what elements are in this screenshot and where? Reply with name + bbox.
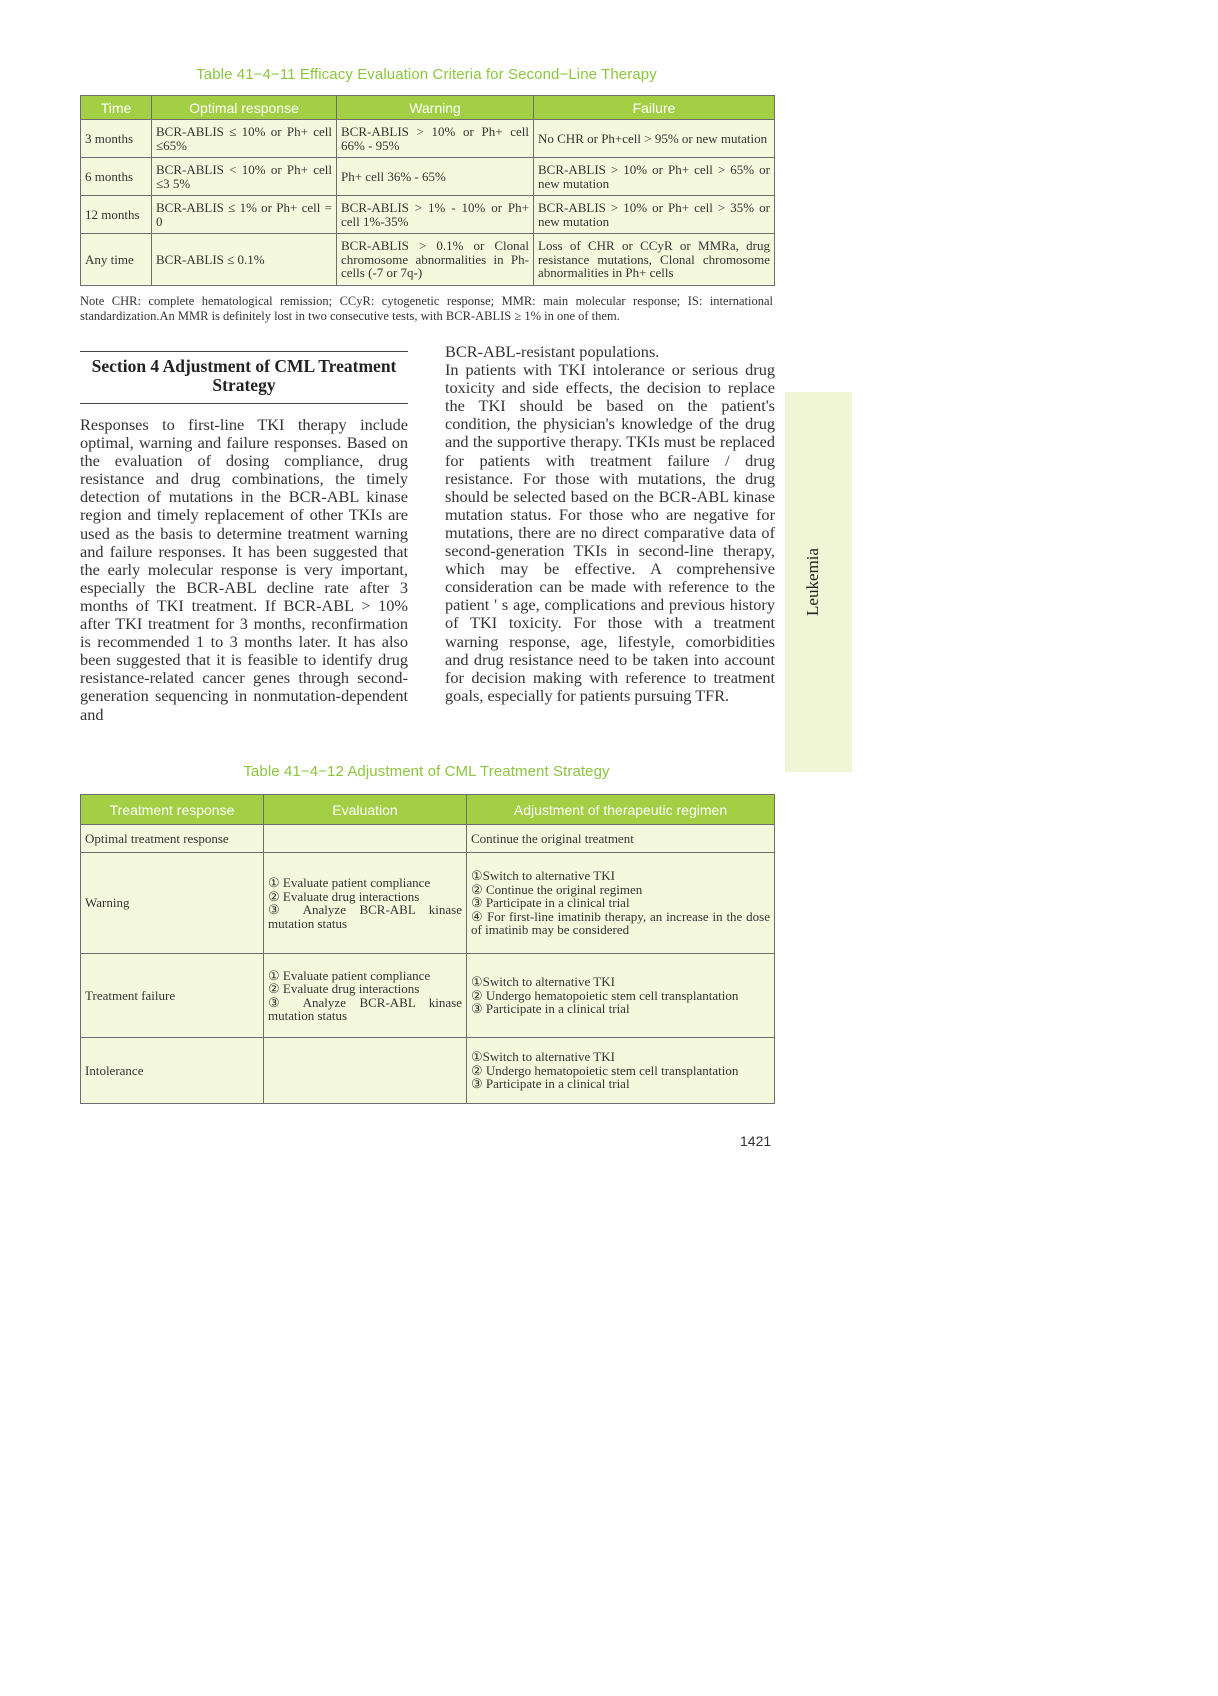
list-item: ① Evaluate patient compliance bbox=[268, 875, 431, 890]
list-item: ①Switch to alternative TKI bbox=[471, 974, 615, 990]
list-item: ③ Participate in a clinical trial bbox=[471, 1076, 630, 1092]
list-item: ①Switch to alternative TKI bbox=[471, 868, 615, 884]
cell-warning: BCR-ABLIS > 1% - 10% or Ph+ cell 1%-35% bbox=[337, 196, 534, 234]
cell-optimal: BCR-ABLIS < 10% or Ph+ cell ≤3 5% bbox=[152, 158, 337, 196]
header-warning: Warning bbox=[337, 96, 534, 120]
table1-caption: Table 41−4−11 Efficacy Evaluation Criteria for Second−Line Therapy bbox=[196, 66, 657, 83]
chapter-sidebar-label: Leukemia bbox=[803, 548, 822, 616]
cell-adjustment bbox=[467, 1038, 775, 1104]
cell-optimal: BCR-ABLIS ≤ 10% or Ph+ cell ≤65% bbox=[152, 120, 337, 158]
left-column-text bbox=[80, 416, 408, 724]
list-item: ③ Participate in a clinical trial bbox=[471, 895, 630, 911]
right-column-text bbox=[445, 343, 775, 705]
cell-adjustment bbox=[467, 825, 775, 853]
list-item: ② Continue the original regimen bbox=[471, 881, 643, 897]
list-item: ①Switch to alternative TKI bbox=[471, 1049, 615, 1065]
cell-time: 12 months bbox=[81, 196, 152, 234]
list-item: ② Evaluate drug interactions bbox=[268, 888, 420, 904]
right-paragraph-2: In patients with TKI intolerance or serious drug toxicity and side effects, the decision to replace the TKI should be based on the patient's condition, the physician's knowledge of the drug and the supportive therapy. TKIs must be replaced for patients with treatment failure / drug resistance. For those with mutations, the drug should be selected based on the BCR-ABL kinase mutation status. For those who are negative for mutations, there are no direct comparative data of second-generation TKIs in second-line therapy, which may be effective. A comprehensive consideration can be made with reference to the patient ' s age, complications and previous history of TKI toxicity. For those with a treatment warning response, age, lifestyle, comorbidities and drug resistance need to be taken into account for decision making with reference to treatment goals, especially for patients pursuing TFR. bbox=[445, 360, 775, 705]
cell-failure: Loss of CHR or CCyR or MMRa, drug resistance mutations, Clonal chromosome abnormalities in Ph+ cells bbox=[534, 234, 775, 286]
cell-response: Treatment failure bbox=[81, 954, 264, 1038]
cell-optimal: BCR-ABLIS ≤ 1% or Ph+ cell = 0 bbox=[152, 196, 337, 234]
treatment-adjustment-table bbox=[80, 794, 775, 1104]
cell-time: Any time bbox=[81, 234, 152, 286]
cell-evaluation bbox=[264, 825, 467, 853]
cell-failure: No CHR or Ph+cell > 95% or new mutation bbox=[534, 120, 775, 158]
cell-warning: BCR-ABLIS > 0.1% or Clonal chromosome abnormalities in Ph- cells (-7 or 7q-) bbox=[337, 234, 534, 286]
table-row bbox=[81, 1038, 775, 1104]
cell-response: Warning bbox=[81, 853, 264, 954]
list-item: ③ Participate in a clinical trial bbox=[471, 1001, 630, 1017]
table-header-row bbox=[81, 795, 775, 825]
section-rule-top bbox=[80, 351, 408, 352]
header-optimal: Optimal response bbox=[152, 96, 337, 120]
table-row bbox=[81, 196, 775, 234]
cell-failure: BCR-ABLIS > 10% or Ph+ cell > 65% or new mutation bbox=[534, 158, 775, 196]
table-header-row bbox=[81, 96, 775, 120]
cell-response: Optimal treatment response bbox=[81, 825, 264, 853]
table-row bbox=[81, 825, 775, 853]
header-evaluation: Evaluation bbox=[264, 795, 467, 825]
cell-failure: BCR-ABLIS > 10% or Ph+ cell > 35% or new mutation bbox=[534, 196, 775, 234]
table-row bbox=[81, 853, 775, 954]
cell-evaluation bbox=[264, 954, 467, 1038]
header-failure: Failure bbox=[534, 96, 775, 120]
header-treatment-response: Treatment response bbox=[81, 795, 264, 825]
list-item: ① Evaluate patient compliance bbox=[268, 967, 431, 983]
cell-time: 6 months bbox=[81, 158, 152, 196]
cell-optimal: BCR-ABLIS ≤ 0.1% bbox=[152, 234, 337, 286]
list-item: Continue the original treatment bbox=[471, 830, 634, 846]
cell-time: 3 months bbox=[81, 120, 152, 158]
list-item: ② Undergo hematopoietic stem cell transplantation bbox=[471, 1062, 739, 1078]
table-row bbox=[81, 954, 775, 1038]
list-item: ② Undergo hematopoietic stem cell transplantation bbox=[471, 987, 739, 1003]
right-paragraph-1: BCR-ABL-resistant populations. bbox=[445, 342, 660, 361]
table-row bbox=[81, 234, 775, 286]
cell-response: Intolerance bbox=[81, 1038, 264, 1104]
table2-caption: Table 41−4−12 Adjustment of CML Treatment Strategy bbox=[243, 763, 610, 780]
cell-adjustment bbox=[467, 954, 775, 1038]
table-row bbox=[81, 120, 775, 158]
header-adjustment: Adjustment of therapeutic regimen bbox=[467, 795, 775, 825]
page-number: 1421 bbox=[740, 1133, 772, 1149]
left-paragraph: Responses to first-line TKI therapy include optimal, warning and failure responses. Based on the evaluation of dosing compliance, drug resistance and drug combinations, the timely detection of mutations in the BCR-ABL kinase region and timely replacement of other TKIs are used as the basis to determine treatment warning and failure responses. It has been suggested that the early molecular response is very important, especially the BCR-ABL decline rate after 3 months of TKI treatment. If BCR-ABL > 10% after TKI treatment for 3 months, reconfirmation is recommended 1 to 3 months later. It has also been suggested that it is feasible to identify drug resistance-related cancer genes through second-generation sequencing in nonmutation-dependent and bbox=[80, 415, 408, 724]
list-item: ③ Analyze BCR-ABL kinase mutation status bbox=[268, 994, 462, 1023]
cell-warning: Ph+ cell 36% - 65% bbox=[337, 158, 534, 196]
list-item: ③ Analyze BCR-ABL kinase mutation status bbox=[268, 902, 462, 931]
cell-evaluation bbox=[264, 853, 467, 954]
efficacy-criteria-table bbox=[80, 95, 775, 286]
table-row bbox=[81, 158, 775, 196]
list-item: ④ For first-line imatinib therapy, an increase in the dose of imatinib may be considered bbox=[471, 908, 770, 938]
list-item: ② Evaluate drug interactions bbox=[268, 981, 420, 996]
cell-adjustment bbox=[467, 853, 775, 954]
cell-warning: BCR-ABLIS > 10% or Ph+ cell 66% - 95% bbox=[337, 120, 534, 158]
header-time: Time bbox=[81, 96, 152, 120]
cell-evaluation bbox=[264, 1038, 467, 1104]
section-rule-bottom bbox=[80, 403, 408, 404]
section-title: Section 4 Adjustment of CML Treatment Strategy bbox=[91, 356, 397, 395]
table1-note: Note CHR: complete hematological remission; CCyR: cytogenetic response; MMR: main molecular response; IS: international standardization.An MMR is definitely lost in two consecutive tests, with BCR-ABLIS ≥ 1% in one of them. bbox=[80, 294, 773, 323]
